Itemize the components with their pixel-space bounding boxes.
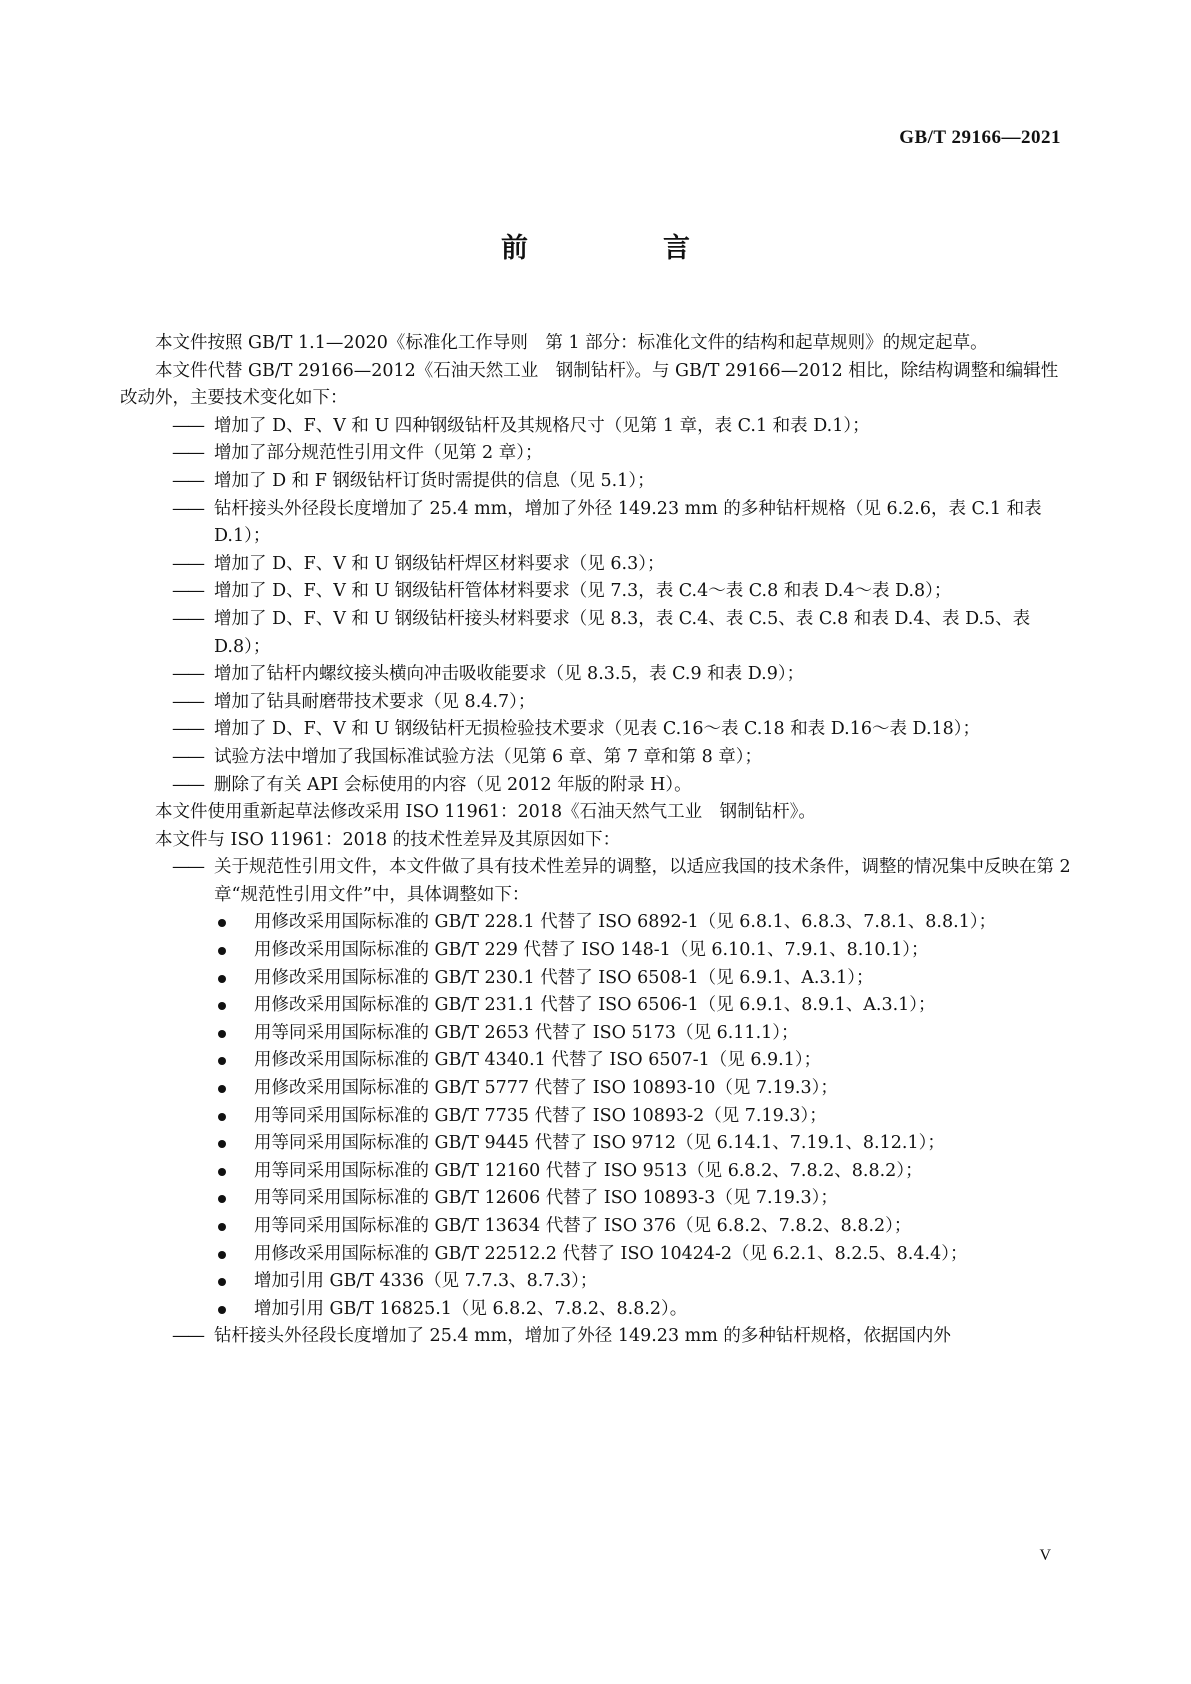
bullet-item-text: 用修改采用国际标准的 GB/T 230.1 代替了 ISO 6508-1（见 6.9.1、A.3.1）； xyxy=(254,967,874,988)
page-title: 前 言 xyxy=(501,233,744,264)
bullet-icon xyxy=(218,1002,226,1010)
list-item xyxy=(120,606,1071,661)
list-item xyxy=(120,578,1071,606)
bullet-item-text: 用等同采用国际标准的 GB/T 12606 代替了 ISO 10893-3（见 7.19.3）； xyxy=(254,1188,838,1209)
bullet-item xyxy=(120,1185,1071,1213)
bullet-item xyxy=(120,1268,1071,1296)
dash-marker: —— xyxy=(172,746,203,767)
changes-list xyxy=(120,413,1071,799)
bullet-item-text: 用修改采用国际标准的 GB/T 5777 代替了 ISO 10893-10（见 7.19.3）； xyxy=(254,1078,838,1099)
bullet-icon xyxy=(218,1168,226,1176)
paragraph: 本文件代替 GB/T 29166—2012《石油天然工业 钢制钻杆》。与 GB/T 29166—2012 相比，除结构调整和编辑性改动外，主要技术变化如下： xyxy=(120,360,1059,409)
bullet-icon xyxy=(218,947,226,955)
dash-marker: —— xyxy=(172,774,203,795)
list-item-text: 增加了钻具耐磨带技术要求（见 8.4.7）； xyxy=(214,691,536,712)
bullet-icon xyxy=(218,1085,226,1093)
bullet-icon xyxy=(218,1113,226,1121)
bullet-icon xyxy=(218,1306,226,1314)
list-item-text: 钻杆接头外径段长度增加了 25.4 mm，增加了外径 149.23 mm 的多种钻杆规格（见 6.2.6，表 C.1 和表 D.1）； xyxy=(214,498,1042,547)
list-item xyxy=(120,744,1071,772)
list-item-text: 增加了 D、F、V 和 U 钢级钻杆管体材料要求（见 7.3，表 C.4～表 C.8 和表 D.4～表 D.8）； xyxy=(214,581,952,602)
paragraph: 本文件与 ISO 11961：2018 的技术性差异及其原因如下： xyxy=(155,829,621,850)
list-item xyxy=(120,468,1071,496)
bullet-icon xyxy=(218,1223,226,1231)
list-item-text: 增加了钻杆内螺纹接头横向冲击吸收能要求（见 8.3.5，表 C.9 和表 D.9）； xyxy=(214,664,805,685)
bullet-item-text: 用修改采用国际标准的 GB/T 231.1 代替了 ISO 6506-1（见 6.9.1、8.9.1、A.3.1）； xyxy=(254,995,936,1016)
bullet-item-text: 用等同采用国际标准的 GB/T 7735 代替了 ISO 10893-2（见 7.19.3）； xyxy=(254,1105,827,1126)
page-number: V xyxy=(1039,1547,1051,1564)
list-item-text: 增加了 D、F、V 和 U 钢级钻杆无损检验技术要求（见表 C.16～表 C.18 和表 D.16～表 D.18）； xyxy=(214,719,981,740)
dash-marker: —— xyxy=(172,498,203,519)
paragraph: 本文件使用重新起草法修改采用 ISO 11961：2018《石油天然气工业 钢制钻杆》。 xyxy=(155,802,816,823)
list-item xyxy=(120,772,1071,800)
bullet-item xyxy=(120,1103,1071,1131)
dash-marker: —— xyxy=(172,1326,203,1347)
dash-marker: —— xyxy=(172,581,203,602)
bullet-icon xyxy=(218,919,226,927)
bullet-icon xyxy=(218,1057,226,1065)
paragraph: 本文件按照 GB/T 1.1—2020《标准化工作导则 第 1 部分：标准化文件的结构和起草规则》的规定起草。 xyxy=(155,333,988,353)
document-body xyxy=(120,330,1071,1351)
bullet-item xyxy=(120,1158,1071,1186)
bullet-item-text: 用等同采用国际标准的 GB/T 12160 代替了 ISO 9513（见 6.8.2、7.8.2、8.8.2）； xyxy=(254,1160,923,1181)
dash-marker: —— xyxy=(172,470,203,491)
dash-marker: —— xyxy=(172,691,203,712)
bullet-item xyxy=(120,909,1071,937)
bullet-item-text: 用等同采用国际标准的 GB/T 13634 代替了 ISO 376（见 6.8.2、7.8.2、8.8.2）； xyxy=(254,1216,912,1236)
list-item-text: 增加了部分规范性引用文件（见第 2 章）； xyxy=(214,443,543,464)
list-item-text: 删除了有关 API 会标使用的内容（见 2012 年版的附录 H）。 xyxy=(214,774,692,795)
bullet-item-text: 用修改采用国际标准的 GB/T 228.1 代替了 ISO 6892-1（见 6.8.1、6.8.3、7.8.1、8.8.1）； xyxy=(254,912,997,933)
bullet-icon xyxy=(218,1030,226,1038)
bullet-item xyxy=(120,937,1071,965)
dash-marker: —— xyxy=(172,553,203,574)
bullet-item xyxy=(120,965,1071,993)
bullet-item xyxy=(120,1213,1071,1241)
bullet-item xyxy=(120,1047,1071,1075)
bullet-item xyxy=(120,992,1071,1020)
list-item-text: 钻杆接头外径段长度增加了 25.4 mm，增加了外径 149.23 mm 的多种钻杆规格，依据国内外 xyxy=(214,1326,951,1347)
bullet-icon xyxy=(218,1140,226,1148)
list-item-text: 增加了 D、F、V 和 U 四种钢级钻杆及其规格尺寸（见第 1 章，表 C.1 和表 D.1）； xyxy=(214,415,870,436)
bullet-item-text: 用修改采用国际标准的 GB/T 22512.2 代替了 ISO 10424-2（见 6.2.1、8.2.5、8.4.4）； xyxy=(254,1243,968,1264)
dash-marker: —— xyxy=(172,857,203,878)
bullet-item xyxy=(120,1296,1071,1324)
list-item xyxy=(120,716,1071,744)
standard-number: GB/T 29166—2021 xyxy=(899,127,1061,148)
list-item xyxy=(120,854,1071,909)
bullet-item xyxy=(120,1075,1071,1103)
bullet-icon xyxy=(218,1278,226,1286)
dash-marker: —— xyxy=(172,664,203,685)
bullet-item-text: 用修改采用国际标准的 GB/T 229 代替了 ISO 148-1（见 6.10.1、7.9.1、8.10.1）； xyxy=(254,940,929,961)
list-item-text: 试验方法中增加了我国标准试验方法（见第 6 章、第 7 章和第 8 章）； xyxy=(214,746,763,767)
list-item-text: 关于规范性引用文件，本文件做了具有技术性差异的调整，以适应我国的技术条件，调整的情况集中反映在第 2 章“规范性引用文件”中，具体调整如下： xyxy=(214,857,1071,905)
bullet-item-text: 用等同采用国际标准的 GB/T 2653 代替了 ISO 5173（见 6.11.1）； xyxy=(254,1022,799,1043)
bullet-item xyxy=(120,1020,1071,1048)
bullet-item-text: 用修改采用国际标准的 GB/T 4340.1 代替了 ISO 6507-1（见 6.9.1）； xyxy=(254,1050,822,1071)
bullet-item-text: 增加引用 GB/T 4336（见 7.7.3、8.7.3）； xyxy=(254,1271,598,1292)
bullet-item xyxy=(120,1241,1071,1269)
list-item xyxy=(120,689,1071,717)
list-item xyxy=(120,1323,1071,1351)
bullet-item xyxy=(120,1130,1071,1158)
bullet-item-text: 用等同采用国际标准的 GB/T 9445 代替了 ISO 9712（见 6.14.1、7.19.1、8.12.1）； xyxy=(254,1133,945,1154)
list-item-text: 增加了 D、F、V 和 U 钢级钻杆焊区材料要求（见 6.3）； xyxy=(214,553,665,574)
list-item-text: 增加了 D 和 F 钢级钻杆订货时需提供的信息（见 5.1）； xyxy=(214,470,655,491)
list-item xyxy=(120,413,1071,441)
dash-marker: —— xyxy=(172,719,203,740)
bullet-icon xyxy=(218,1195,226,1203)
list-item xyxy=(120,496,1071,551)
list-item xyxy=(120,440,1071,468)
list-item-text: 增加了 D、F、V 和 U 钢级钻杆接头材料要求（见 8.3，表 C.4、表 C.5、表 C.8 和表 D.4、表 D.5、表 D.8）； xyxy=(214,608,1031,657)
reference-list xyxy=(120,909,1071,1323)
dash-marker: —— xyxy=(172,608,203,629)
bullet-icon xyxy=(218,1251,226,1259)
bullet-icon xyxy=(218,975,226,983)
list-item xyxy=(120,661,1071,689)
list-item xyxy=(120,551,1071,579)
dash-marker: —— xyxy=(172,415,203,436)
bullet-item-text: 增加引用 GB/T 16825.1（见 6.8.2、7.8.2、8.8.2）。 xyxy=(254,1298,688,1319)
dash-marker: —— xyxy=(172,443,203,464)
